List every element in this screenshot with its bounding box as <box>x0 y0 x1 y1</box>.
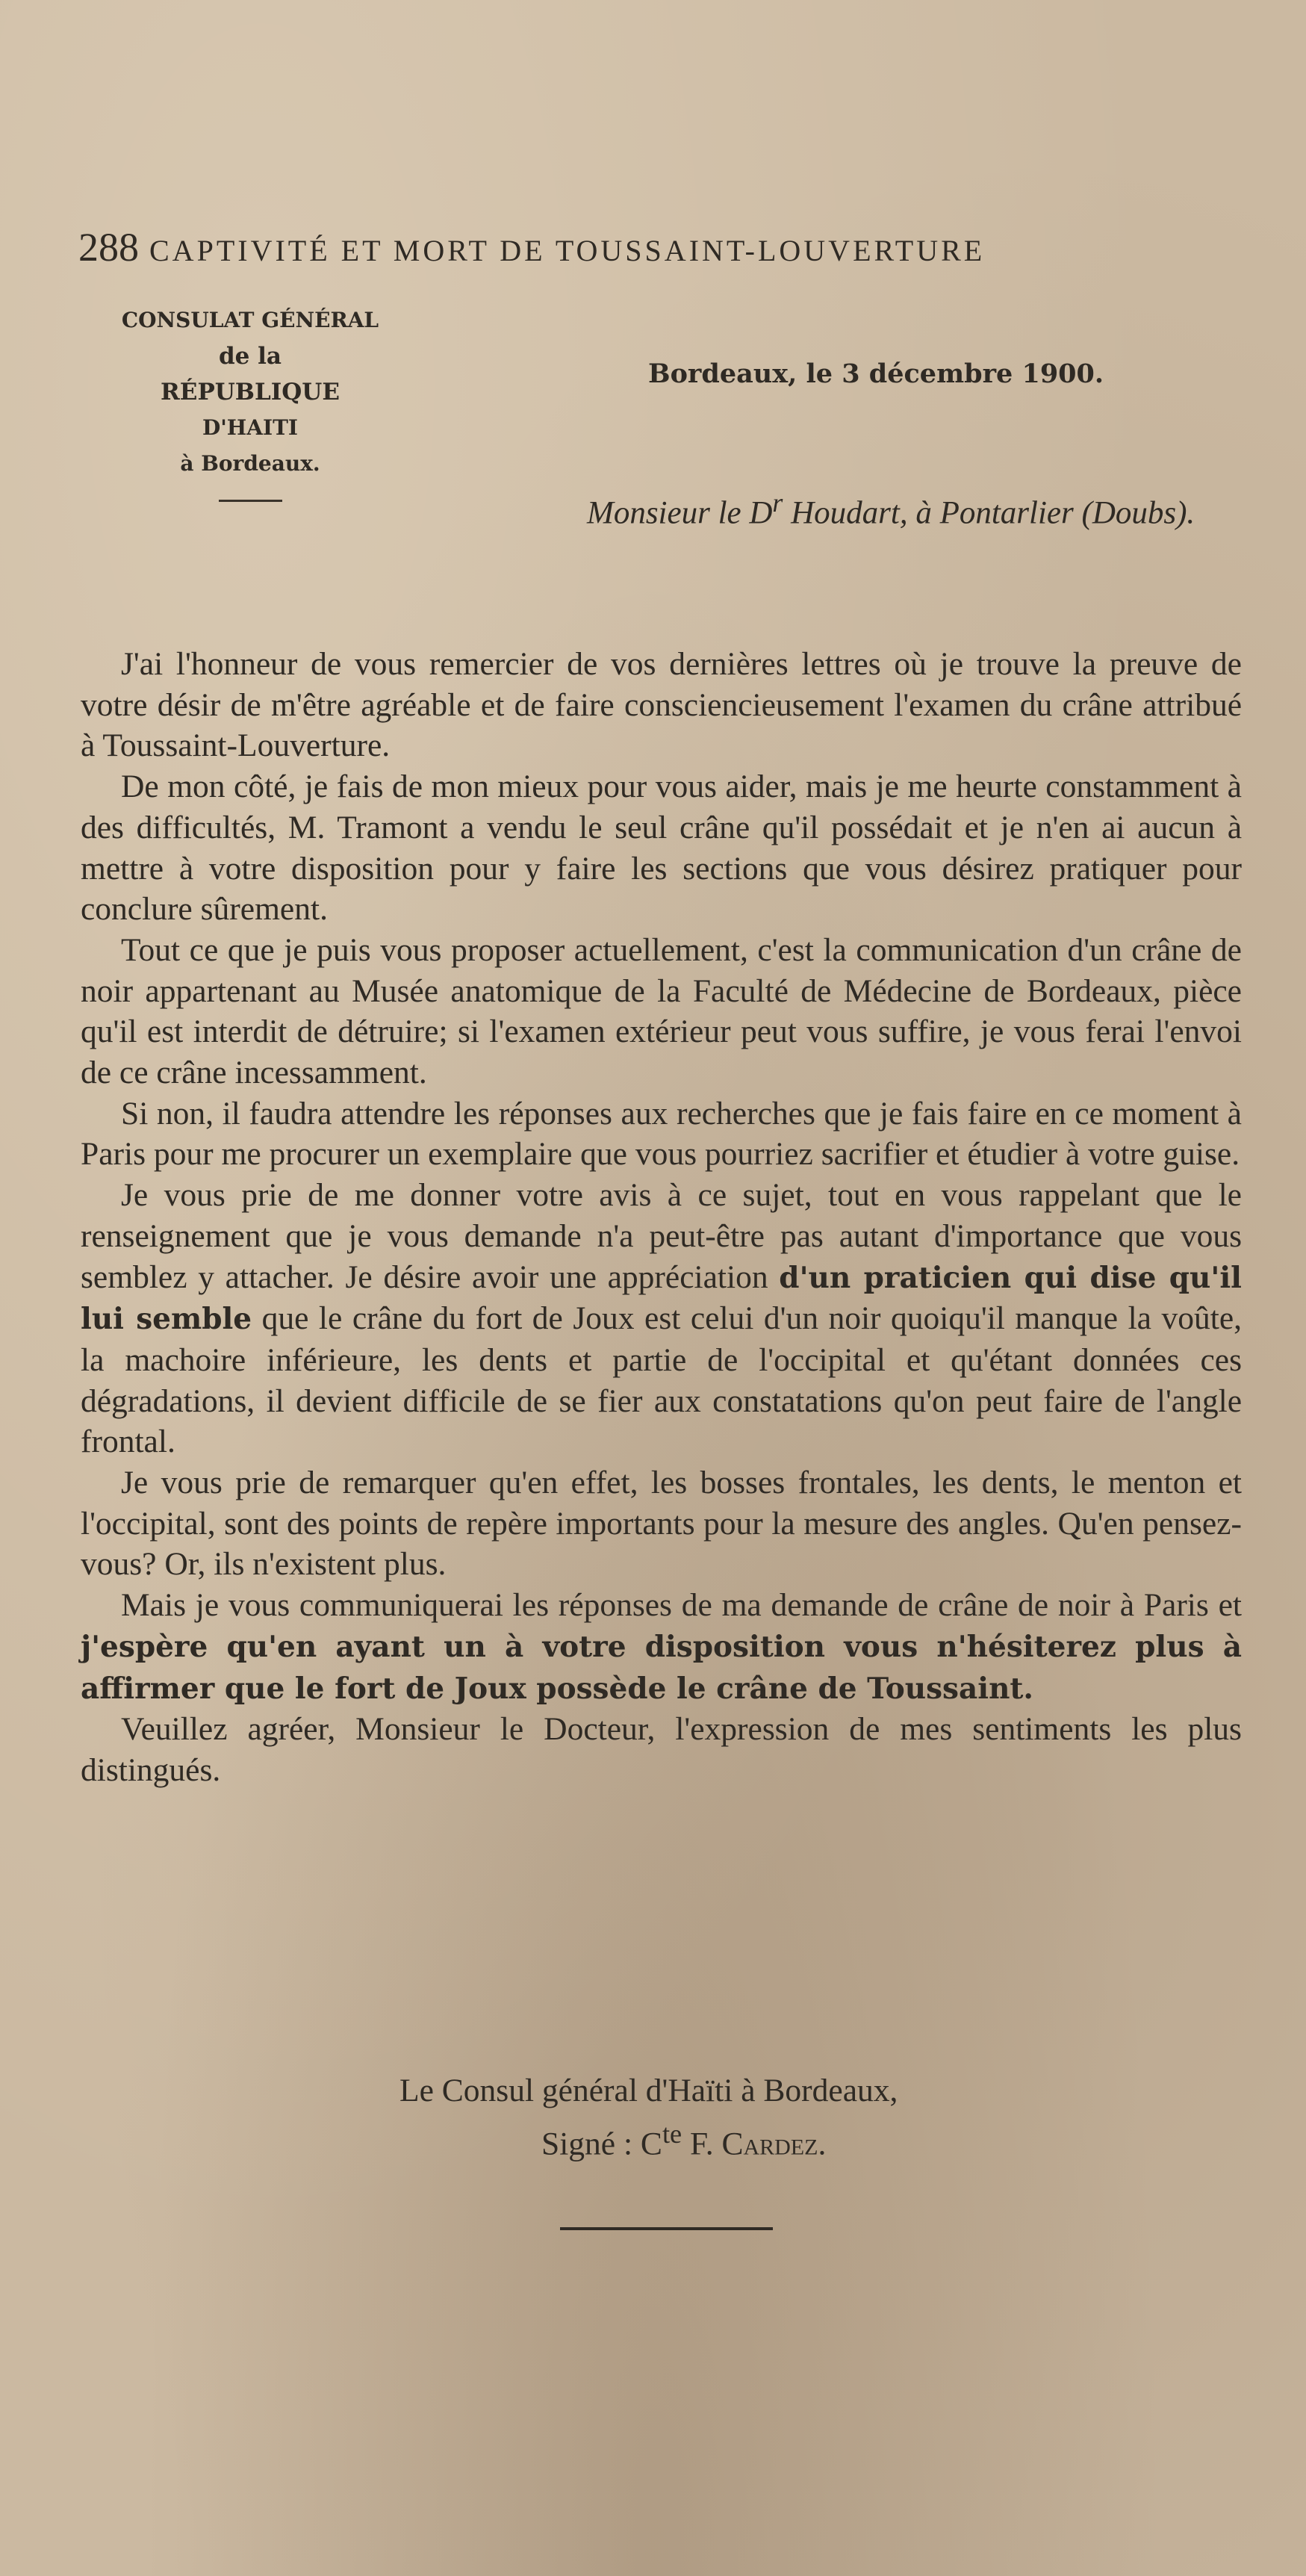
paragraph: De mon côté, je fais de mon mieux pour vous aider, mais je me heurte constamment à des difficultés, M. Tramont a vendu le seul crâne qu'il possédait et je n'en ai aucun à mettre à votre disposition pour y faire les sections que vous désirez pratiquer pour conclure sûrement. <box>81 769 1242 928</box>
letter-dateline: Bordeaux, le 3 décembre 1900. <box>648 359 1104 389</box>
signature-name: Signé : $C^{te}$ F. Cardez. <box>541 2119 827 2162</box>
consulate-letterhead <box>90 302 411 502</box>
paragraph: Tout ce que je puis vous proposer actuellement, c'est la communication d'un crâne de noir appartenant au Musée anatomique de la Faculté de Médecine de Bordeaux, pièce qu'il est interdit de détruire; si l'examen extérieur peut vous suffire, je vous ferai l'envoi de ce crâne incessamment. <box>81 931 1242 1091</box>
letterhead-line: à Bordeaux. <box>180 451 320 476</box>
letter-body <box>81 644 1242 1791</box>
bold-emphasis: j'espère qu'en ayant un à votre disposition vous n'hésiterez plus à affirmer que le fort de Joux possède le crâne de Toussaint. <box>81 1629 1242 1706</box>
paragraph: Je vous prie de me donner votre avis à ce sujet, tout en vous rappelant que le renseignement que je vous demande n'a peut-être pas autant d'importance que vous semblez y attacher. Je désire avoir une appréciation d'un praticien qui dise qu'il lui semble que le crâne du fort de Joux est celui d'un noir quoiqu'il manque la voûte, la machoire inférieure, les dents et partie de l'occipital et qu'étant données ces dégradations, il devient difficile de se fier aux constatations qu'on peut faire de l'angle frontal. <box>81 1177 1242 1460</box>
page-number: 288 <box>78 225 139 270</box>
paragraph: Si non, il faudra attendre les réponses aux recherches que je fais faire en ce moment à Paris pour me procurer un exemplaire que vous pourriez sacrifier et étudier à votre guise. <box>81 1095 1242 1173</box>
letterhead-line: CONSULAT GÉNÉRAL <box>121 308 379 332</box>
running-head <box>78 224 1198 270</box>
end-divider <box>560 2227 773 2230</box>
letter-addressee: Monsieur le $D^r$ Houdart, à Pontarlier (Doubs). <box>587 488 1195 531</box>
bold-emphasis: d'un praticien qui dise qu'il lui semble <box>81 1260 1242 1337</box>
paragraph: Mais je vous communiquerai les réponses de ma demande de crâne de noir à Paris et j'espère qu'en ayant un à votre disposition vous n'hésiterez plus à affirmer que le fort de Joux possède le crâne de Toussaint. <box>81 1587 1242 1706</box>
letterhead-line: D'HAITI <box>202 415 299 440</box>
letterhead-divider <box>219 500 282 502</box>
paragraph: J'ai l'honneur de vous remercier de vos dernières lettres où je trouve la preuve de votre désir de m'être agréable et de faire consciencieusement l'examen du crâne attribué à Toussaint-Louverture. <box>81 646 1242 764</box>
letter-signature <box>399 2069 1221 2166</box>
paragraph: Je vous prie de remarquer qu'en effet, les bosses frontales, les dents, le menton et l'occipital, sont des points de repère importants pour la mesure des angles. Qu'en pensez-vous? Or, ils n'existent plus. <box>81 1465 1242 1583</box>
running-head-title: CAPTIVITÉ ET MORT DE TOUSSAINT-LOUVERTURE <box>149 234 986 267</box>
paragraph: Veuillez agréer, Monsieur le Docteur, l'expression de mes sentiments les plus distingués. <box>81 1711 1242 1788</box>
letterhead-line: de la <box>218 343 282 370</box>
letterhead-line: RÉPUBLIQUE <box>161 379 340 406</box>
signature-title: Le Consul général d'Haïti à Bordeaux, <box>399 2073 898 2108</box>
